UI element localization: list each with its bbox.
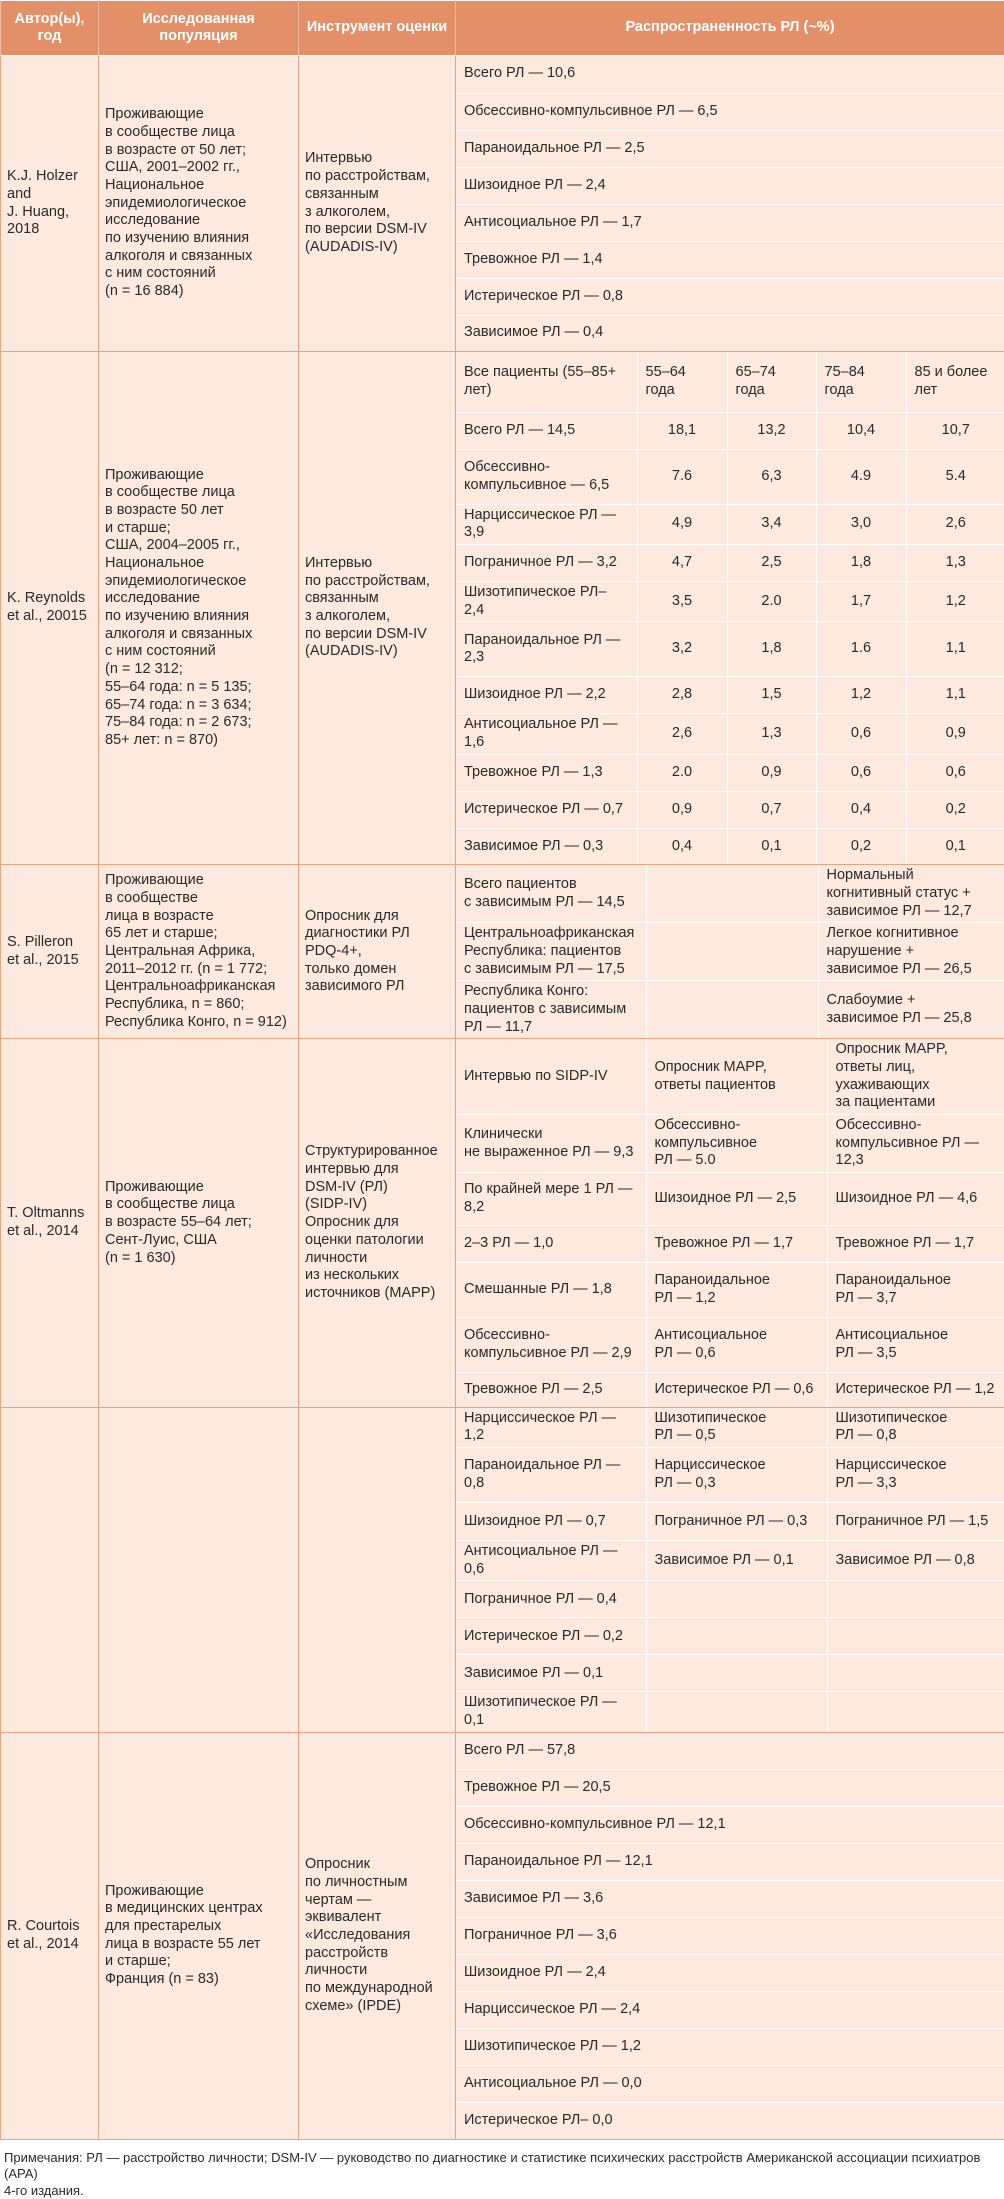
prevalence-item: Шизотипическое РЛ– 2,4 — [456, 581, 637, 621]
value-cell: 0,9 — [637, 791, 727, 828]
prevalence-item: Обсессивно- компульсивное РЛ — 12,3 — [827, 1115, 1004, 1173]
subtable-header: Интервью по SIDP-IV — [456, 1039, 646, 1114]
prevalence-item: Всего РЛ — 14,5 — [456, 412, 637, 449]
value-cell: 1,8 — [816, 544, 906, 581]
prevalence-item: Шизоидное РЛ — 0,7 — [456, 1503, 646, 1541]
prevalence-item: Клинически не выраженное РЛ — 9,3 — [456, 1115, 646, 1173]
value-cell: 10,7 — [906, 412, 1004, 449]
value-cell: 1.6 — [816, 622, 906, 677]
value-cell: 1,2 — [906, 581, 1004, 621]
value-cell: 1,8 — [727, 622, 816, 677]
value-cell: 0,9 — [727, 754, 816, 791]
empty-cell — [646, 1618, 827, 1655]
prevalence-item: Истерическое РЛ — 0,2 — [456, 1618, 646, 1655]
prevalence-item: Тревожное РЛ — 1,3 — [456, 754, 637, 791]
empty-tool-cell — [299, 1407, 456, 1732]
value-cell: 2.0 — [637, 754, 727, 791]
prevalence-item: Тревожное РЛ — 20,5 — [456, 1770, 1004, 1807]
prevalence-item: Смешанные РЛ — 1,8 — [456, 1263, 646, 1318]
prevalence-item: Зависимое РЛ — 0,8 — [827, 1541, 1004, 1581]
value-cell: 1,3 — [727, 714, 816, 754]
prevalence-item: Пограничное РЛ — 0,3 — [646, 1503, 827, 1541]
prevalence-item — [646, 923, 818, 981]
value-cell: 6,3 — [727, 449, 816, 504]
value-cell: 0,2 — [906, 791, 1004, 828]
prevalence-item: Истерическое РЛ– 0,0 — [456, 2103, 1004, 2139]
empty-cell — [646, 1581, 827, 1618]
tool-cell: Интервью по расстройствам, связанным з алкоголем, по версии DSM-IV (AUDADIS-IV) — [299, 56, 456, 352]
value-cell: 0,1 — [906, 828, 1004, 864]
header-tool: Инструмент оценки — [299, 1, 456, 56]
prevalence-item: Слабоумие + зависимое РЛ — 25,8 — [818, 981, 1004, 1039]
value-cell: 1,1 — [906, 677, 1004, 714]
table-header-row — [1, 1, 1004, 56]
prevalence-cell — [456, 1039, 1004, 1407]
prevalence-item: Истерическое РЛ — 0,8 — [456, 278, 1004, 315]
author-cell: K. Reynolds et al., 20015 — [1, 352, 99, 865]
table-footnote: Примечания: РЛ — расстройство личности; DSM-IV — руководство по диагностике и статистике психических расстройств Американской ассоциации психиатров (APA) 4-го издания. — [0, 2148, 1004, 2199]
tool-cell: Интервью по расстройствам, связанным з алкоголем, по версии DSM-IV (AUDADIS-IV) — [299, 352, 456, 865]
prevalence-item: Тревожное РЛ — 1,7 — [646, 1226, 827, 1263]
empty-cell — [827, 1655, 1004, 1692]
author-cell: S. Pilleron et al., 2015 — [1, 865, 99, 1039]
population-cell: Проживающие в сообществе лица в возрасте 55–64 лет; Сент-Луис, США (n = 1 630) — [99, 1039, 299, 1407]
prevalence-item: Центральноафриканская Республика: пациентов с зависимым РЛ — 17,5 — [456, 923, 646, 981]
value-cell: 0,2 — [816, 828, 906, 864]
prevalence-item: Всего РЛ — 57,8 — [456, 1733, 1004, 1770]
prevalence-item: Шизоидное РЛ — 2,5 — [646, 1173, 827, 1226]
value-cell: 13,2 — [727, 412, 816, 449]
value-cell: 5.4 — [906, 449, 1004, 504]
prevalence-item: Шизотипическое РЛ — 0,5 — [646, 1408, 827, 1448]
empty-cell — [646, 1692, 827, 1732]
prevalence-item: Нарциссическое РЛ — 2,4 — [456, 1992, 1004, 2029]
value-cell: 7.6 — [637, 449, 727, 504]
value-cell: 2,6 — [637, 714, 727, 754]
prevalence-subtable — [456, 1408, 1004, 1732]
author-cell: T. Oltmanns et al., 2014 — [1, 1039, 99, 1407]
prevalence-subtable — [456, 56, 1004, 351]
prevalence-item: Пограничное РЛ — 3,2 — [456, 544, 637, 581]
empty-cell — [827, 1618, 1004, 1655]
population-cell: Проживающие в сообществе лица в возрасте 50 лет и старше; США, 2004–2005 гг., Национальное эпидемиологическое исследование по изучению влияния алкоголя и связанных с ним состояний (n = 12 312; 55–64 года: n = 5 135; 65–74 года: n = 3 634; 75–84 года: n = 2 673; 85+ лет: n = 870) — [99, 352, 299, 865]
prevalence-item: Обсессивно- компульсивное РЛ — 5.0 — [646, 1115, 827, 1173]
prevalence-item: Нарциссическое РЛ — 3,9 — [456, 504, 637, 544]
tool-cell: Структурированное интервью для DSM-IV (РЛ) (SIDP-IV) Опросник для оценки патологии личности из нескольких источников (MAPP) — [299, 1039, 456, 1407]
prevalence-item: Антисоциальное РЛ — 0,6 — [646, 1318, 827, 1373]
prevalence-item: Пограничное РЛ — 3,6 — [456, 1918, 1004, 1955]
prevalence-item: Параноидальное РЛ — 2,5 — [456, 130, 1004, 167]
prevalence-item — [646, 981, 818, 1039]
prevalence-item: Республика Конго: пациентов с зависимым РЛ — 11,7 — [456, 981, 646, 1039]
prevalence-cell — [456, 352, 1004, 865]
value-cell: 0,6 — [906, 754, 1004, 791]
header-prevalence: Распространенность РЛ (~%) — [456, 1, 1004, 56]
subtable-header: Опросник MAPP, ответы лиц, ухаживающих за пациентами — [827, 1039, 1004, 1114]
prevalence-item: Тревожное РЛ — 1,7 — [827, 1226, 1004, 1263]
table-row — [1, 1732, 1004, 2139]
age-group-header: 65–74 года — [727, 352, 816, 412]
prevalence-item: Шизотипическое РЛ — 0,8 — [827, 1408, 1004, 1448]
population-cell: Проживающие в сообществе лица в возрасте от 50 лет; США, 2001–2002 гг., Национальное эпидемиологическое исследование по изучению влияния алкоголя и связанных с ним состояний (n = 16 884) — [99, 56, 299, 352]
value-cell: 2,8 — [637, 677, 727, 714]
value-cell: 2.0 — [727, 581, 816, 621]
prevalence-cell — [456, 1407, 1004, 1732]
prevalence-item: Тревожное РЛ — 2,5 — [456, 1373, 646, 1407]
prevalence-item: Параноидальное РЛ — 12,1 — [456, 1844, 1004, 1881]
prevalence-subtable — [456, 1733, 1004, 2139]
value-cell: 2,6 — [906, 504, 1004, 544]
value-cell: 0,4 — [816, 791, 906, 828]
prevalence-item: По крайней мере 1 РЛ — 8,2 — [456, 1173, 646, 1226]
header-author: Автор(ы), год — [1, 1, 99, 56]
prevalence-item: Обсессивно- компульсивное — 6,5 — [456, 449, 637, 504]
prevalence-item: Обсессивно-компульсивное РЛ — 12,1 — [456, 1807, 1004, 1844]
prevalence-item: Шизоидное РЛ — 2,4 — [456, 167, 1004, 204]
prevalence-item: Истерическое РЛ — 1,2 — [827, 1373, 1004, 1407]
value-cell: 1,7 — [816, 581, 906, 621]
value-cell: 4.9 — [816, 449, 906, 504]
value-cell: 3,0 — [816, 504, 906, 544]
population-cell: Проживающие в сообществе лица в возрасте 65 лет и старше; Центральная Африка, 2011–2012 гг. (n = 1 772; Центральноафриканская Республика, n = 860; Республика Конго, n = 912) — [99, 865, 299, 1039]
table-row — [1, 865, 1004, 1039]
empty-cell — [646, 1655, 827, 1692]
prevalence-item — [646, 865, 818, 923]
value-cell: 1,2 — [816, 677, 906, 714]
age-group-header: 75–84 года — [816, 352, 906, 412]
prevalence-item: Истерическое РЛ — 0,6 — [646, 1373, 827, 1407]
empty-cell — [827, 1581, 1004, 1618]
prevalence-item: Шизоидное РЛ — 2,4 — [456, 1955, 1004, 1992]
value-cell: 3,4 — [727, 504, 816, 544]
prevalence-item: Шизоидное РЛ — 4,6 — [827, 1173, 1004, 1226]
tool-cell: Опросник для диагностики РЛ PDQ-4+, только домен зависимого РЛ — [299, 865, 456, 1039]
value-cell: 1,5 — [727, 677, 816, 714]
prevalence-item: Легкое когнитивное нарушение + зависимое РЛ — 26,5 — [818, 923, 1004, 981]
author-cell: K.J. Holzer and J. Huang, 2018 — [1, 56, 99, 352]
prevalence-item: Зависимое РЛ — 0,1 — [456, 1655, 646, 1692]
age-group-header: Все пациенты (55–85+ лет) — [456, 352, 637, 412]
tool-cell: Опросник по личностным чертам — эквивалент «Исследования расстройств личности по международной схеме» (IPDE) — [299, 1732, 456, 2139]
prevalence-item: Нарциссическое РЛ — 3,3 — [827, 1448, 1004, 1503]
prevalence-item: Шизотипическое РЛ — 1,2 — [456, 2029, 1004, 2066]
prevalence-item: Пограничное РЛ — 1,5 — [827, 1503, 1004, 1541]
prevalence-item: Всего пациентов с зависимым РЛ — 14,5 — [456, 865, 646, 923]
value-cell: 0,1 — [727, 828, 816, 864]
value-cell: 1,3 — [906, 544, 1004, 581]
prevalence-item: Антисоциальное РЛ — 3,5 — [827, 1318, 1004, 1373]
prevalence-item: Зависимое РЛ — 0,1 — [646, 1541, 827, 1581]
table-row — [1, 56, 1004, 352]
prevalence-item: Всего РЛ — 10,6 — [456, 56, 1004, 93]
value-cell: 2,5 — [727, 544, 816, 581]
prevalence-item: Истерическое РЛ — 0,7 — [456, 791, 637, 828]
value-cell: 4,7 — [637, 544, 727, 581]
prevalence-item: 2–3 РЛ — 1,0 — [456, 1226, 646, 1263]
prevalence-item: Тревожное РЛ — 1,4 — [456, 241, 1004, 278]
empty-population-cell — [99, 1407, 299, 1732]
value-cell: 0,7 — [727, 791, 816, 828]
prevalence-subtable — [456, 1039, 1004, 1406]
value-cell: 3,2 — [637, 622, 727, 677]
author-cell: R. Courtois et al., 2014 — [1, 1732, 99, 2139]
prevalence-item: Параноидальное РЛ — 3,7 — [827, 1263, 1004, 1318]
prevalence-item: Параноидальное РЛ — 2,3 — [456, 622, 637, 677]
table-row — [1, 1039, 1004, 1407]
prevalence-item: Параноидальное РЛ — 1,2 — [646, 1263, 827, 1318]
prevalence-cell — [456, 56, 1004, 352]
prevalence-item: Шизоидное РЛ — 2,2 — [456, 677, 637, 714]
population-cell: Проживающие в медицинских центрах для престарелых лица в возрасте 55 лет и старше; Франция (n = 83) — [99, 1732, 299, 2139]
value-cell: 3,5 — [637, 581, 727, 621]
prevalence-item: Нарциссическое РЛ — 0,3 — [646, 1448, 827, 1503]
value-cell: 0,9 — [906, 714, 1004, 754]
prevalence-subtable — [456, 352, 1004, 864]
prevalence-item: Пограничное РЛ — 0,4 — [456, 1581, 646, 1618]
prevalence-item: Обсессивно- компульсивное РЛ — 2,9 — [456, 1318, 646, 1373]
prevalence-item: Зависимое РЛ — 0,3 — [456, 828, 637, 864]
value-cell: 1,1 — [906, 622, 1004, 677]
prevalence-item: Обсессивно-компульсивное РЛ — 6,5 — [456, 93, 1004, 130]
prevalence-item: Антисоциальное РЛ — 1,6 — [456, 714, 637, 754]
value-cell: 4,9 — [637, 504, 727, 544]
empty-author-cell — [1, 1407, 99, 1732]
prevalence-subtable — [456, 865, 1004, 1038]
prevalence-item: Шизотипическое РЛ — 0,1 — [456, 1692, 646, 1732]
header-population: Исследованная популяция — [99, 1, 299, 56]
value-cell: 0,4 — [637, 828, 727, 864]
age-group-header: 85 и более лет — [906, 352, 1004, 412]
empty-cell — [827, 1692, 1004, 1732]
prevalence-cell — [456, 865, 1004, 1039]
table-row — [1, 352, 1004, 865]
prevalence-item: Антисоциальное РЛ — 0,6 — [456, 1541, 646, 1581]
prevalence-item: Нормальный когнитивный статус + зависимое РЛ — 12,7 — [818, 865, 1004, 923]
value-cell: 18,1 — [637, 412, 727, 449]
prevalence-item: Антисоциальное РЛ — 1,7 — [456, 204, 1004, 241]
prevalence-cell — [456, 1732, 1004, 2139]
age-group-header: 55–64 года — [637, 352, 727, 412]
value-cell: 0,6 — [816, 754, 906, 791]
prevalence-item: Зависимое РЛ — 3,6 — [456, 1881, 1004, 1918]
subtable-header: Опросник MAPP, ответы пациентов — [646, 1039, 827, 1114]
table-row — [1, 1407, 1004, 1732]
prevalence-item: Антисоциальное РЛ — 0,0 — [456, 2066, 1004, 2103]
value-cell: 0,6 — [816, 714, 906, 754]
prevalence-item: Зависимое РЛ — 0,4 — [456, 315, 1004, 351]
value-cell: 10,4 — [816, 412, 906, 449]
prevalence-item: Параноидальное РЛ — 0,8 — [456, 1448, 646, 1503]
prevalence-item: Нарциссическое РЛ — 1,2 — [456, 1408, 646, 1448]
